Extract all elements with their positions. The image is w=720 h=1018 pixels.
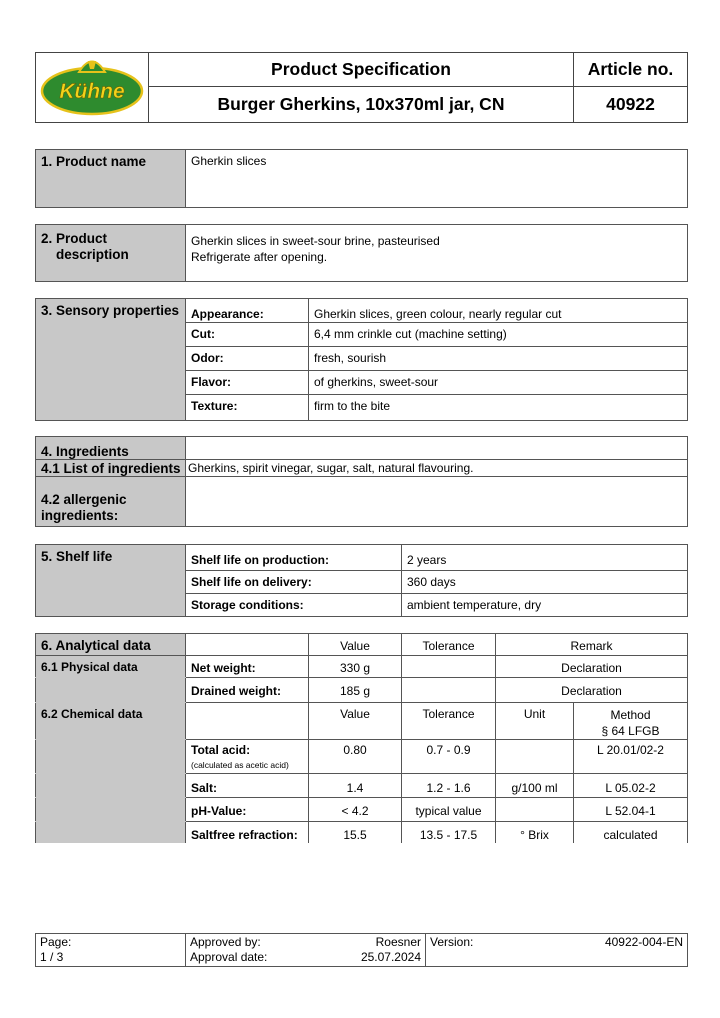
chemical-label-continuation <box>36 822 186 843</box>
page-value: 1 / 3 <box>40 950 64 964</box>
approved-by: Roesner <box>375 935 421 949</box>
physical-value: 330 g <box>309 656 402 678</box>
section-sensory <box>35 298 688 421</box>
section-shelf-life <box>35 544 688 617</box>
sensory-key: Appearance: <box>186 299 309 323</box>
version-value: 40922-004-EN <box>604 935 683 949</box>
description-label <box>36 225 186 282</box>
chemical-label-continuation <box>36 774 186 798</box>
chemical-key: pH-Value: <box>186 798 309 822</box>
analytical-header-remark: Remark <box>496 634 688 656</box>
physical-tolerance <box>402 656 496 678</box>
product-name-label: 1. Product name <box>36 150 186 208</box>
physical-remark: Declaration <box>496 656 688 678</box>
shelf-life-label: 5. Shelf life <box>36 545 186 617</box>
approval-date-label: Approval date: <box>190 950 268 964</box>
allergen-label <box>36 477 186 527</box>
sensory-key: Flavor: <box>186 371 309 395</box>
sensory-key: Odor: <box>186 347 309 371</box>
shelf-life-value: 2 years <box>402 545 688 571</box>
chemical-method: calculated <box>574 822 688 843</box>
chemical-data-label: 6.2 Chemical data <box>36 703 186 740</box>
footer-version-cell <box>426 934 688 967</box>
ingredient-list-value: Gherkins, spirit vinegar, sugar, salt, natural flavouring. <box>186 460 688 477</box>
chemical-value: 1.4 <box>309 774 402 798</box>
allergen-label-line1: 4.2 allergenic <box>41 492 127 507</box>
chemical-method: L 52.04-1 <box>574 798 688 822</box>
sensory-key: Cut: <box>186 323 309 347</box>
product-name-value: Gherkin slices <box>186 150 688 208</box>
product-subtitle: Burger Gherkins, 10x370ml jar, CN <box>149 87 574 123</box>
section-analytical <box>35 633 688 843</box>
logo-cell <box>36 53 149 123</box>
ingredients-label: 4. Ingredients <box>36 437 186 460</box>
page-label: Page: <box>40 935 72 949</box>
page-title: Product Specification <box>149 53 574 87</box>
section-ingredients <box>35 436 688 527</box>
chemical-tolerance: 1.2 - 1.6 <box>402 774 496 798</box>
shelf-life-value: 360 days <box>402 571 688 594</box>
chemical-key: Total acid: <box>191 743 251 757</box>
sensory-value: of gherkins, sweet-sour <box>309 371 688 395</box>
sensory-value: fresh, sourish <box>309 347 688 371</box>
chemical-header-unit: Unit <box>496 703 574 740</box>
physical-label-continuation <box>36 678 186 703</box>
analytical-header-blank <box>186 634 309 656</box>
footer-page-cell <box>36 934 186 967</box>
chemical-header-value: Value <box>309 703 402 740</box>
analytical-label: 6. Analytical data <box>36 634 186 656</box>
chemical-method: L 05.02-2 <box>574 774 688 798</box>
analytical-header-tolerance: Tolerance <box>402 634 496 656</box>
description-line2: Refrigerate after opening. <box>191 250 328 264</box>
sensory-label: 3. Sensory properties <box>36 299 186 421</box>
allergen-value <box>186 477 688 527</box>
spec-header <box>35 52 688 123</box>
sensory-key: Texture: <box>186 395 309 421</box>
article-number: 40922 <box>574 87 688 123</box>
chemical-tolerance: typical value <box>402 798 496 822</box>
footer <box>35 933 688 967</box>
chemical-unit: ° Brix <box>496 822 574 843</box>
chemical-value: 15.5 <box>309 822 402 843</box>
shelf-life-value: ambient temperature, dry <box>402 594 688 617</box>
allergen-label-line2: ingredients: <box>41 508 119 523</box>
ingredients-header-blank <box>186 437 688 460</box>
physical-key: Net weight: <box>186 656 309 678</box>
chemical-key-cell <box>186 740 309 774</box>
section-product-name <box>35 149 688 208</box>
chemical-unit: g/100 ml <box>496 774 574 798</box>
physical-remark: Declaration <box>496 678 688 703</box>
description-line1: Gherkin slices in sweet-sour brine, pasteurised <box>191 234 440 248</box>
analytical-header-value: Value <box>309 634 402 656</box>
physical-key: Drained weight: <box>186 678 309 703</box>
chemical-label-continuation <box>36 798 186 822</box>
chemical-key: Saltfree refraction: <box>186 822 309 843</box>
sensory-value: 6,4 mm crinkle cut (machine setting) <box>309 323 688 347</box>
chemical-header-tolerance: Tolerance <box>402 703 496 740</box>
chemical-key: Salt: <box>186 774 309 798</box>
shelf-life-key: Shelf life on production: <box>186 545 402 571</box>
chemical-tolerance: 0.7 - 0.9 <box>402 740 496 774</box>
description-label-line2: description <box>56 247 129 262</box>
chemical-label-continuation <box>36 740 186 774</box>
version-label: Version: <box>430 935 474 949</box>
section-description <box>35 224 688 282</box>
physical-value: 185 g <box>309 678 402 703</box>
method-line2: § 64 LFGB <box>601 724 660 738</box>
sensory-value: Gherkin slices, green colour, nearly regular cut <box>309 299 688 323</box>
sensory-value: firm to the bite <box>309 395 688 421</box>
chemical-unit <box>496 798 574 822</box>
physical-data-label: 6.1 Physical data <box>36 656 186 678</box>
chemical-method: L 20.01/02-2 <box>574 740 688 774</box>
approval-date: 25.07.2024 <box>360 950 421 964</box>
chemical-value: 0.80 <box>309 740 402 774</box>
chemical-tolerance: 13.5 - 17.5 <box>402 822 496 843</box>
logo-text: Kühne <box>58 80 125 103</box>
footer-approval-cell <box>186 934 426 967</box>
chemical-unit <box>496 740 574 774</box>
approved-by-label: Approved by: <box>190 935 261 949</box>
article-label: Article no. <box>574 53 688 87</box>
chemical-value: < 4.2 <box>309 798 402 822</box>
chemical-header-blank <box>186 703 309 740</box>
shelf-life-key: Shelf life on delivery: <box>186 571 402 594</box>
description-value <box>186 225 688 282</box>
shelf-life-key: Storage conditions: <box>186 594 402 617</box>
physical-tolerance <box>402 678 496 703</box>
ingredient-list-label: 4.1 List of ingredients <box>36 460 186 477</box>
chemical-header-method <box>574 703 688 740</box>
description-label-line1: 2. Product <box>41 231 108 246</box>
method-line1: Method <box>610 708 651 722</box>
kuehne-logo <box>39 53 146 117</box>
chemical-note: (calculated as acetic acid) <box>191 760 289 770</box>
